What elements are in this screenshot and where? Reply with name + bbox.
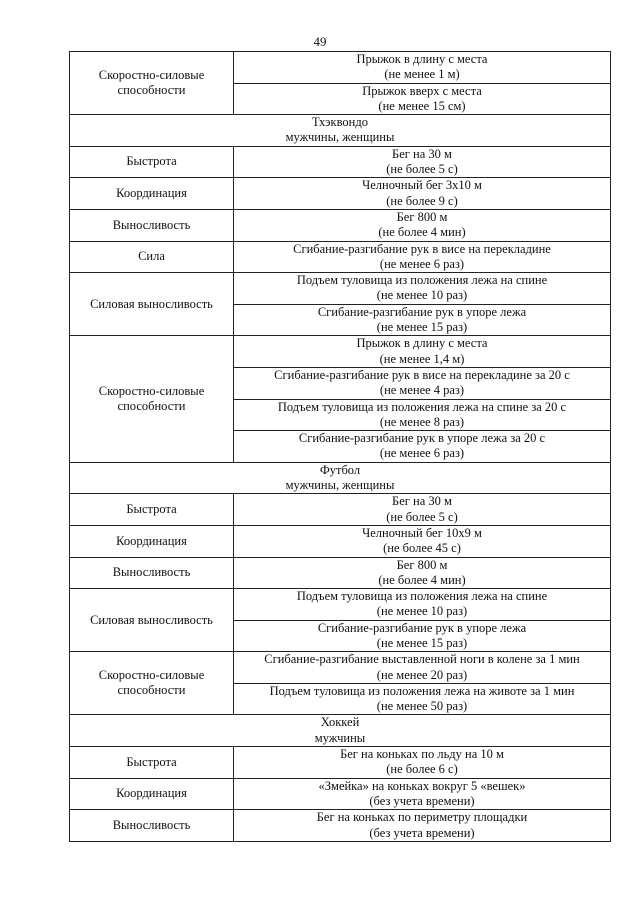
quality-cell bbox=[70, 241, 234, 273]
test-cell bbox=[234, 652, 611, 684]
test-text: (не менее 20 раз) bbox=[376, 667, 468, 682]
test-text: (не менее 50 раз) bbox=[376, 699, 468, 714]
sport-gender: мужчины, женщины bbox=[285, 478, 395, 493]
quality-name: Координация bbox=[116, 786, 187, 801]
test-text: (не менее 15 см) bbox=[378, 98, 466, 113]
quality-cell bbox=[70, 52, 234, 115]
test-text: (не менее 4 раз) bbox=[379, 383, 465, 398]
test-row bbox=[70, 273, 611, 305]
test-text: Бег 800 м bbox=[396, 209, 448, 224]
test-cell bbox=[234, 336, 611, 368]
test-cell bbox=[234, 557, 611, 589]
test-text: Сгибание-разгибание рук в висе на перекладине за 20 с bbox=[274, 367, 570, 382]
quality-cell bbox=[70, 557, 234, 589]
test-cell bbox=[234, 178, 611, 210]
quality-cell bbox=[70, 747, 234, 779]
sport-gender: мужчины bbox=[314, 730, 366, 745]
quality-cell bbox=[70, 589, 234, 652]
test-text: Челночный бег 3х10 м bbox=[362, 178, 482, 193]
quality-name: Координация bbox=[116, 186, 187, 201]
quality-name: способности bbox=[117, 683, 186, 698]
test-text: Сгибание-разгибание рук в упоре лежа за 20 с bbox=[298, 431, 546, 446]
test-text: (не менее 8 раз) bbox=[379, 414, 465, 429]
test-text: Прыжок вверх с места bbox=[362, 83, 482, 98]
quality-name: Координация bbox=[116, 533, 187, 548]
quality-name: Быстрота bbox=[126, 754, 177, 769]
quality-name: Выносливость bbox=[112, 217, 191, 232]
test-text: (не менее 6 раз) bbox=[379, 256, 465, 271]
test-text: (без учета времени) bbox=[369, 793, 475, 808]
test-text: (не менее 6 раз) bbox=[379, 446, 465, 461]
quality-cell bbox=[70, 146, 234, 178]
sport-name: Хоккей bbox=[320, 715, 360, 730]
test-row bbox=[70, 178, 611, 210]
test-row bbox=[70, 209, 611, 241]
test-row bbox=[70, 525, 611, 557]
test-text: Бег 800 м bbox=[396, 557, 448, 572]
test-cell bbox=[234, 778, 611, 810]
quality-cell bbox=[70, 652, 234, 715]
sport-name: Футбол bbox=[319, 462, 361, 477]
test-row bbox=[70, 336, 611, 368]
test-row bbox=[70, 589, 611, 621]
test-text: Бег на коньках по льду на 10 м bbox=[340, 747, 504, 762]
quality-cell bbox=[70, 778, 234, 810]
test-text: Сгибание-разгибание рук в упоре лежа bbox=[317, 620, 527, 635]
test-row bbox=[70, 146, 611, 178]
quality-cell bbox=[70, 336, 234, 462]
quality-name: Выносливость bbox=[112, 817, 191, 832]
test-text: Бег на 30 м bbox=[392, 146, 452, 161]
test-text: (не более 4 мин) bbox=[378, 225, 466, 240]
test-cell bbox=[234, 399, 611, 431]
test-text: (не менее 15 раз) bbox=[376, 635, 468, 650]
quality-name: Сила bbox=[138, 249, 165, 264]
sport-header-row bbox=[70, 715, 611, 747]
test-row bbox=[70, 241, 611, 273]
quality-name: Скоростно-силовые bbox=[98, 67, 205, 82]
quality-cell bbox=[70, 178, 234, 210]
test-text: (не более 9 с) bbox=[386, 193, 458, 208]
test-text: Челночный бег 10х9 м bbox=[362, 525, 482, 540]
test-cell bbox=[234, 209, 611, 241]
sport-header bbox=[70, 115, 611, 147]
test-text: (без учета времени) bbox=[369, 825, 475, 840]
test-cell bbox=[234, 241, 611, 273]
quality-name: Силовая выносливость bbox=[90, 296, 213, 311]
sport-gender: мужчины, женщины bbox=[285, 130, 395, 145]
test-cell bbox=[234, 683, 611, 715]
quality-cell bbox=[70, 810, 234, 842]
test-text: Сгибание-разгибание рук в висе на перекладине bbox=[293, 241, 551, 256]
sport-header bbox=[70, 715, 611, 747]
page-number: 49 bbox=[313, 34, 327, 49]
test-cell bbox=[234, 52, 611, 84]
quality-cell bbox=[70, 273, 234, 336]
test-cell bbox=[234, 304, 611, 336]
test-text: (не более 5 с) bbox=[386, 509, 458, 524]
quality-name: Выносливость bbox=[112, 565, 191, 580]
quality-name: способности bbox=[117, 83, 186, 98]
test-text: (не менее 1,4 м) bbox=[379, 351, 465, 366]
quality-cell bbox=[70, 494, 234, 526]
test-cell bbox=[234, 431, 611, 463]
test-cell bbox=[234, 525, 611, 557]
quality-name: Силовая выносливость bbox=[90, 612, 213, 627]
test-row bbox=[70, 778, 611, 810]
test-text: Сгибание-разгибание рук в упоре лежа bbox=[317, 304, 527, 319]
test-cell bbox=[234, 494, 611, 526]
test-cell bbox=[234, 146, 611, 178]
test-text: Сгибание-разгибание выставленной ноги в колене за 1 мин bbox=[264, 652, 580, 667]
test-row bbox=[70, 747, 611, 779]
test-text: Прыжок в длину с места bbox=[356, 336, 488, 351]
test-cell bbox=[234, 620, 611, 652]
test-text: «Змейка» на коньках вокруг 5 «вешек» bbox=[318, 778, 526, 793]
quality-cell bbox=[70, 525, 234, 557]
sport-header bbox=[70, 462, 611, 494]
sport-name: Тхэквондо bbox=[312, 115, 368, 130]
test-text: (не менее 10 раз) bbox=[376, 604, 468, 619]
test-text: (не более 6 с) bbox=[386, 762, 458, 777]
test-cell bbox=[234, 589, 611, 621]
test-text: (не менее 15 раз) bbox=[376, 320, 468, 335]
quality-cell bbox=[70, 209, 234, 241]
test-cell bbox=[234, 273, 611, 305]
standards-table bbox=[69, 51, 611, 842]
quality-name: Скоростно-силовые bbox=[98, 383, 205, 398]
test-row bbox=[70, 557, 611, 589]
test-cell bbox=[234, 810, 611, 842]
quality-name: способности bbox=[117, 399, 186, 414]
test-text: (не более 45 с) bbox=[383, 541, 461, 556]
test-row bbox=[70, 810, 611, 842]
test-text: Подъем туловища из положения лежа на спине bbox=[296, 273, 548, 288]
test-cell bbox=[234, 83, 611, 115]
test-text: (не более 4 мин) bbox=[378, 572, 466, 587]
test-text: Бег на 30 м bbox=[392, 494, 452, 509]
test-text: (не менее 1 м) bbox=[384, 67, 460, 82]
test-text: Подъем туловища из положения лежа на животе за 1 мин bbox=[269, 683, 575, 698]
test-text: Подъем туловища из положения лежа на спине bbox=[296, 589, 548, 604]
quality-name: Быстрота bbox=[126, 501, 177, 516]
test-cell bbox=[234, 747, 611, 779]
test-cell bbox=[234, 367, 611, 399]
test-text: Подъем туловища из положения лежа на спине за 20 с bbox=[277, 399, 567, 414]
quality-name: Скоростно-силовые bbox=[98, 668, 205, 683]
sport-header-row bbox=[70, 462, 611, 494]
test-text: Прыжок в длину с места bbox=[356, 52, 488, 66]
test-text: (не более 5 с) bbox=[386, 162, 458, 177]
test-text: (не менее 10 раз) bbox=[376, 288, 468, 303]
test-row bbox=[70, 52, 611, 84]
test-text: Бег на коньках по периметру площадки bbox=[316, 810, 528, 825]
test-row bbox=[70, 494, 611, 526]
quality-name: Быстрота bbox=[126, 154, 177, 169]
sport-header-row bbox=[70, 115, 611, 147]
test-row bbox=[70, 652, 611, 684]
